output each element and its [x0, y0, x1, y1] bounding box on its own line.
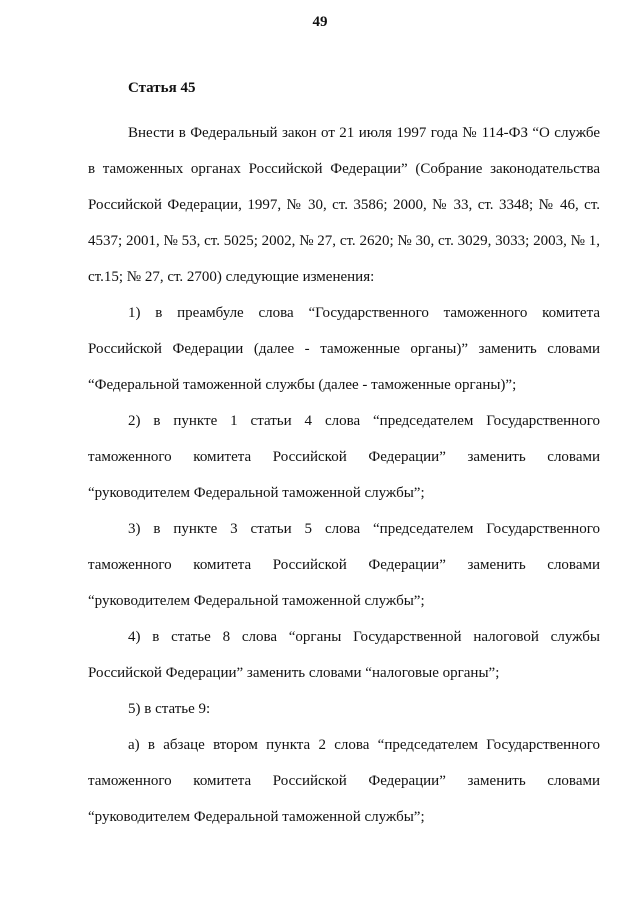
article-title: Статья 45	[128, 80, 196, 96]
amendment-item-2: 2) в пункте 1 статьи 4 слова “председателем Государственного таможенного комитета Российской Федерации” заменить словами “руководителем Федеральной таможенной службы”;	[88, 413, 600, 501]
amendment-item-5a: а) в абзаце втором пункта 2 слова “председателем Государственного таможенного комитета Российской Федерации” заменить словами “руководителем Федеральной таможенной службы”;	[88, 737, 600, 825]
amendment-item-5: 5) в статье 9:	[128, 701, 211, 717]
amendment-item-4: 4) в статье 8 слова “органы Государственной налоговой службы Российской Федерации” заменить словами “налоговые органы”;	[88, 629, 600, 681]
intro-paragraph: Внести в Федеральный закон от 21 июля 1997 года № 114-ФЗ “О службе в таможенных органах Российской Федерации” (Собрание законодательства Российской Федерации, 1997, № 30, ст. 3586; 2000, № 33, ст. 3348; № 46, ст. 4537; 2001, № 53, ст. 5025; 2002, № 27, ст. 2620; № 30, ст. 3029, 3033; 2003, № 1, ст.15; № 27, ст. 2700) следующие изменения:	[88, 125, 600, 285]
page-number: 49	[312, 14, 328, 30]
amendment-item-1: 1) в преамбуле слова “Государственного таможенного комитета Российской Федерации (далее - таможенные органы)” заменить словами “Федеральной таможенной службы (далее - таможенные органы)”;	[88, 305, 600, 393]
article-body	[88, 115, 600, 835]
amendment-item-3: 3) в пункте 3 статьи 5 слова “председателем Государственного таможенного комитета Российской Федерации” заменить словами “руководителем Федеральной таможенной службы”;	[88, 521, 600, 609]
